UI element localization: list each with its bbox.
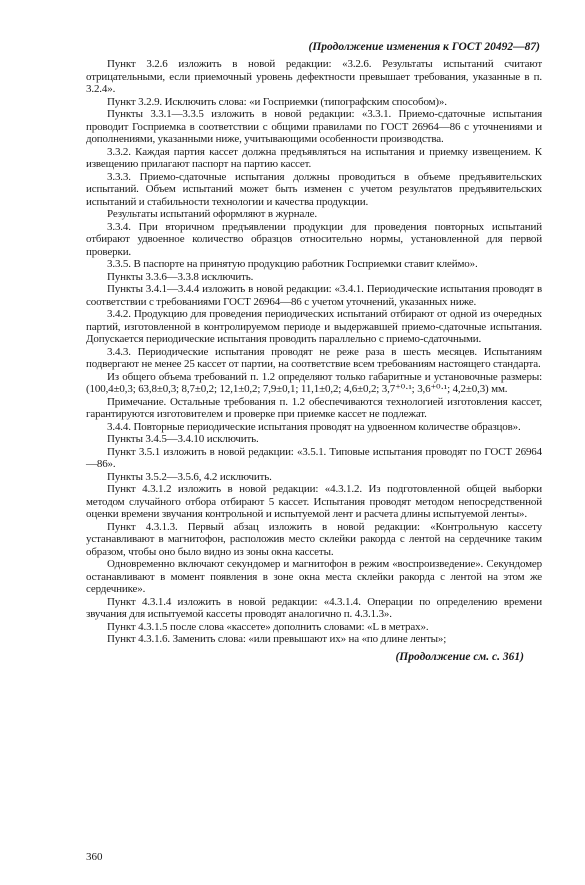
paragraph-22: Пункт 4.3.1.4 изложить в новой редакции: «4.3.1.4. Операции по определению времени звучания для испытуемой кассеты проводят аналогично п. 4.3.1.3». [86, 595, 542, 620]
paragraph-16: Пункты 3.4.5—3.4.10 исключить. [107, 433, 259, 445]
document-page [86, 38, 542, 666]
running-header: (Продолжение изменения к ГОСТ 20492—87) [308, 41, 540, 53]
paragraph-20: Пункт 4.3.1.3. Первый абзац изложить в новой редакции: «Контрольную кассету устанавливают в магнитофон, расположив место склейки ракорда с лентой на сердечнике таким образом, чтобы оно было видно из зоны окна кассеты. [86, 520, 542, 558]
paragraph-4: 3.3.2. Каждая партия кассет должна предъявляться на испытания и приемку извещением. К извещению прилагают паспорт на партию кассет. [86, 145, 542, 170]
paragraph-24: Пункт 4.3.1.6. Заменить слова: «или превышают их» на «по длине ленты»; [107, 633, 447, 645]
paragraph-14-note: Примечание. Остальные требования п. 1.2 обеспечиваются технологией изготовления кассет, гарантируются изготовителем и проверке при приемке кассет не подлежат. [86, 395, 542, 420]
paragraph-9: Пункты 3.3.6—3.3.8 исключить. [107, 270, 254, 283]
paragraph-10: Пункты 3.4.1—3.4.4 изложить в новой редакции: «3.4.1. Периодические испытания проводят в соответствии с требованиями ГОСТ 26964—86 с учетом уточнений, указанных ниже. [86, 283, 542, 308]
paragraph-6: Результаты испытаний оформляют в журнале. [107, 208, 317, 220]
paragraph-12: 3.4.3. Периодические испытания проводят не реже раза в шесть месяцев. Испытаниям подвергают не менее 25 кассет от партии, на соответствие всем требованиям настоящего стандарта. [86, 345, 542, 370]
paragraph-11: 3.4.2. Продукцию для проведения периодических испытаний отбирают от одной из очередных партий, изготовленной в контролируемом периоде и выдержавшей приемо-сдаточные испытания. Допускается периодические испытания проводить параллельно с приемо-сдаточными. [86, 308, 542, 345]
continuation-note: (Продолжение см. с. 361) [395, 650, 524, 663]
paragraph-21: Одновременно включают секундомер и магнитофон в режим «воспроизведение». Секундомер останавливают в момент появления в зоне окна места склейки ракорда с лентой на этом же сердечнике». [86, 558, 542, 595]
paragraph-18: Пункты 3.5.2—3.5.6, 4.2 исключить. [107, 470, 272, 483]
paragraph-17: Пункт 3.5.1 изложить в новой редакции: «3.5.1. Типовые испытания проводят по ГОСТ 26964—86». [86, 445, 542, 470]
paragraph-19: Пункт 4.3.1.2 изложить в новой редакции: «4.3.1.2. Из подготовленной общей выборки методом случайного отбора отбирают 5 кассет. Испытания проводят методом непосредственной оценки времени звучания контрольной и испытуемой лент и расчета длины испытуемой ленты». [86, 483, 542, 520]
paragraph-13: Из общего объема требований п. 1.2 определяют только габаритные и установочные размеры: (100,4±0,3; 63,8±0,3; 8,7±0,2; 12,1±0,2; 7,9±0,1; 11,1±0,2; 4,6±0,2; 3,7⁺⁰·¹; 3,6⁺⁰·¹; 4,2±0,3) мм. [86, 370, 542, 395]
paragraph-15: 3.4.4. Повторные периодические испытания проводят на удвоенном количестве образцов». [107, 420, 521, 433]
body-text [86, 58, 542, 646]
paragraph-3: Пункты 3.3.1—3.3.5 изложить в новой редакции: «3.3.1. Приемо-сдаточные испытания проводит Госприемка в соответствии с общими правилами по ГОСТ 26964—86 с уточнениями и дополнениями, указанными ниже, учитывающими особенности производства. [86, 108, 542, 145]
paragraph-2: Пункт 3.2.9. Исключить слова: «и Госприемки (типографским способом)». [107, 95, 447, 108]
paragraph-5: 3.3.3. Приемо-сдаточные испытания должны проводиться в объеме предъявительских испытаний. Объем испытаний может быть изменен с учетом результатов предъявительских испытаний и стабильности технологии и качества продукции. [86, 170, 542, 208]
paragraph-8: 3.3.5. В паспорте на принятую продукцию работник Госприемки ставит клеймо». [107, 258, 478, 270]
page-number: 360 [86, 851, 103, 863]
paragraph-23: Пункт 4.3.1.5 после слова «кассете» дополнить словами: «L в метрах». [107, 620, 429, 633]
paragraph-1: Пункт 3.2.6 изложить в новой редакции: «3.2.6. Результаты испытаний считают отрицательными, если приемочный уровень дефектности превышает требования, указанные в п. 3.2.4». [86, 58, 542, 95]
paragraph-7: 3.3.4. При вторичном предъявлении продукции для проведения повторных испытаний отбирают удвоенное количество образцов относительно нормы, установленной для первой проверки. [86, 220, 542, 258]
